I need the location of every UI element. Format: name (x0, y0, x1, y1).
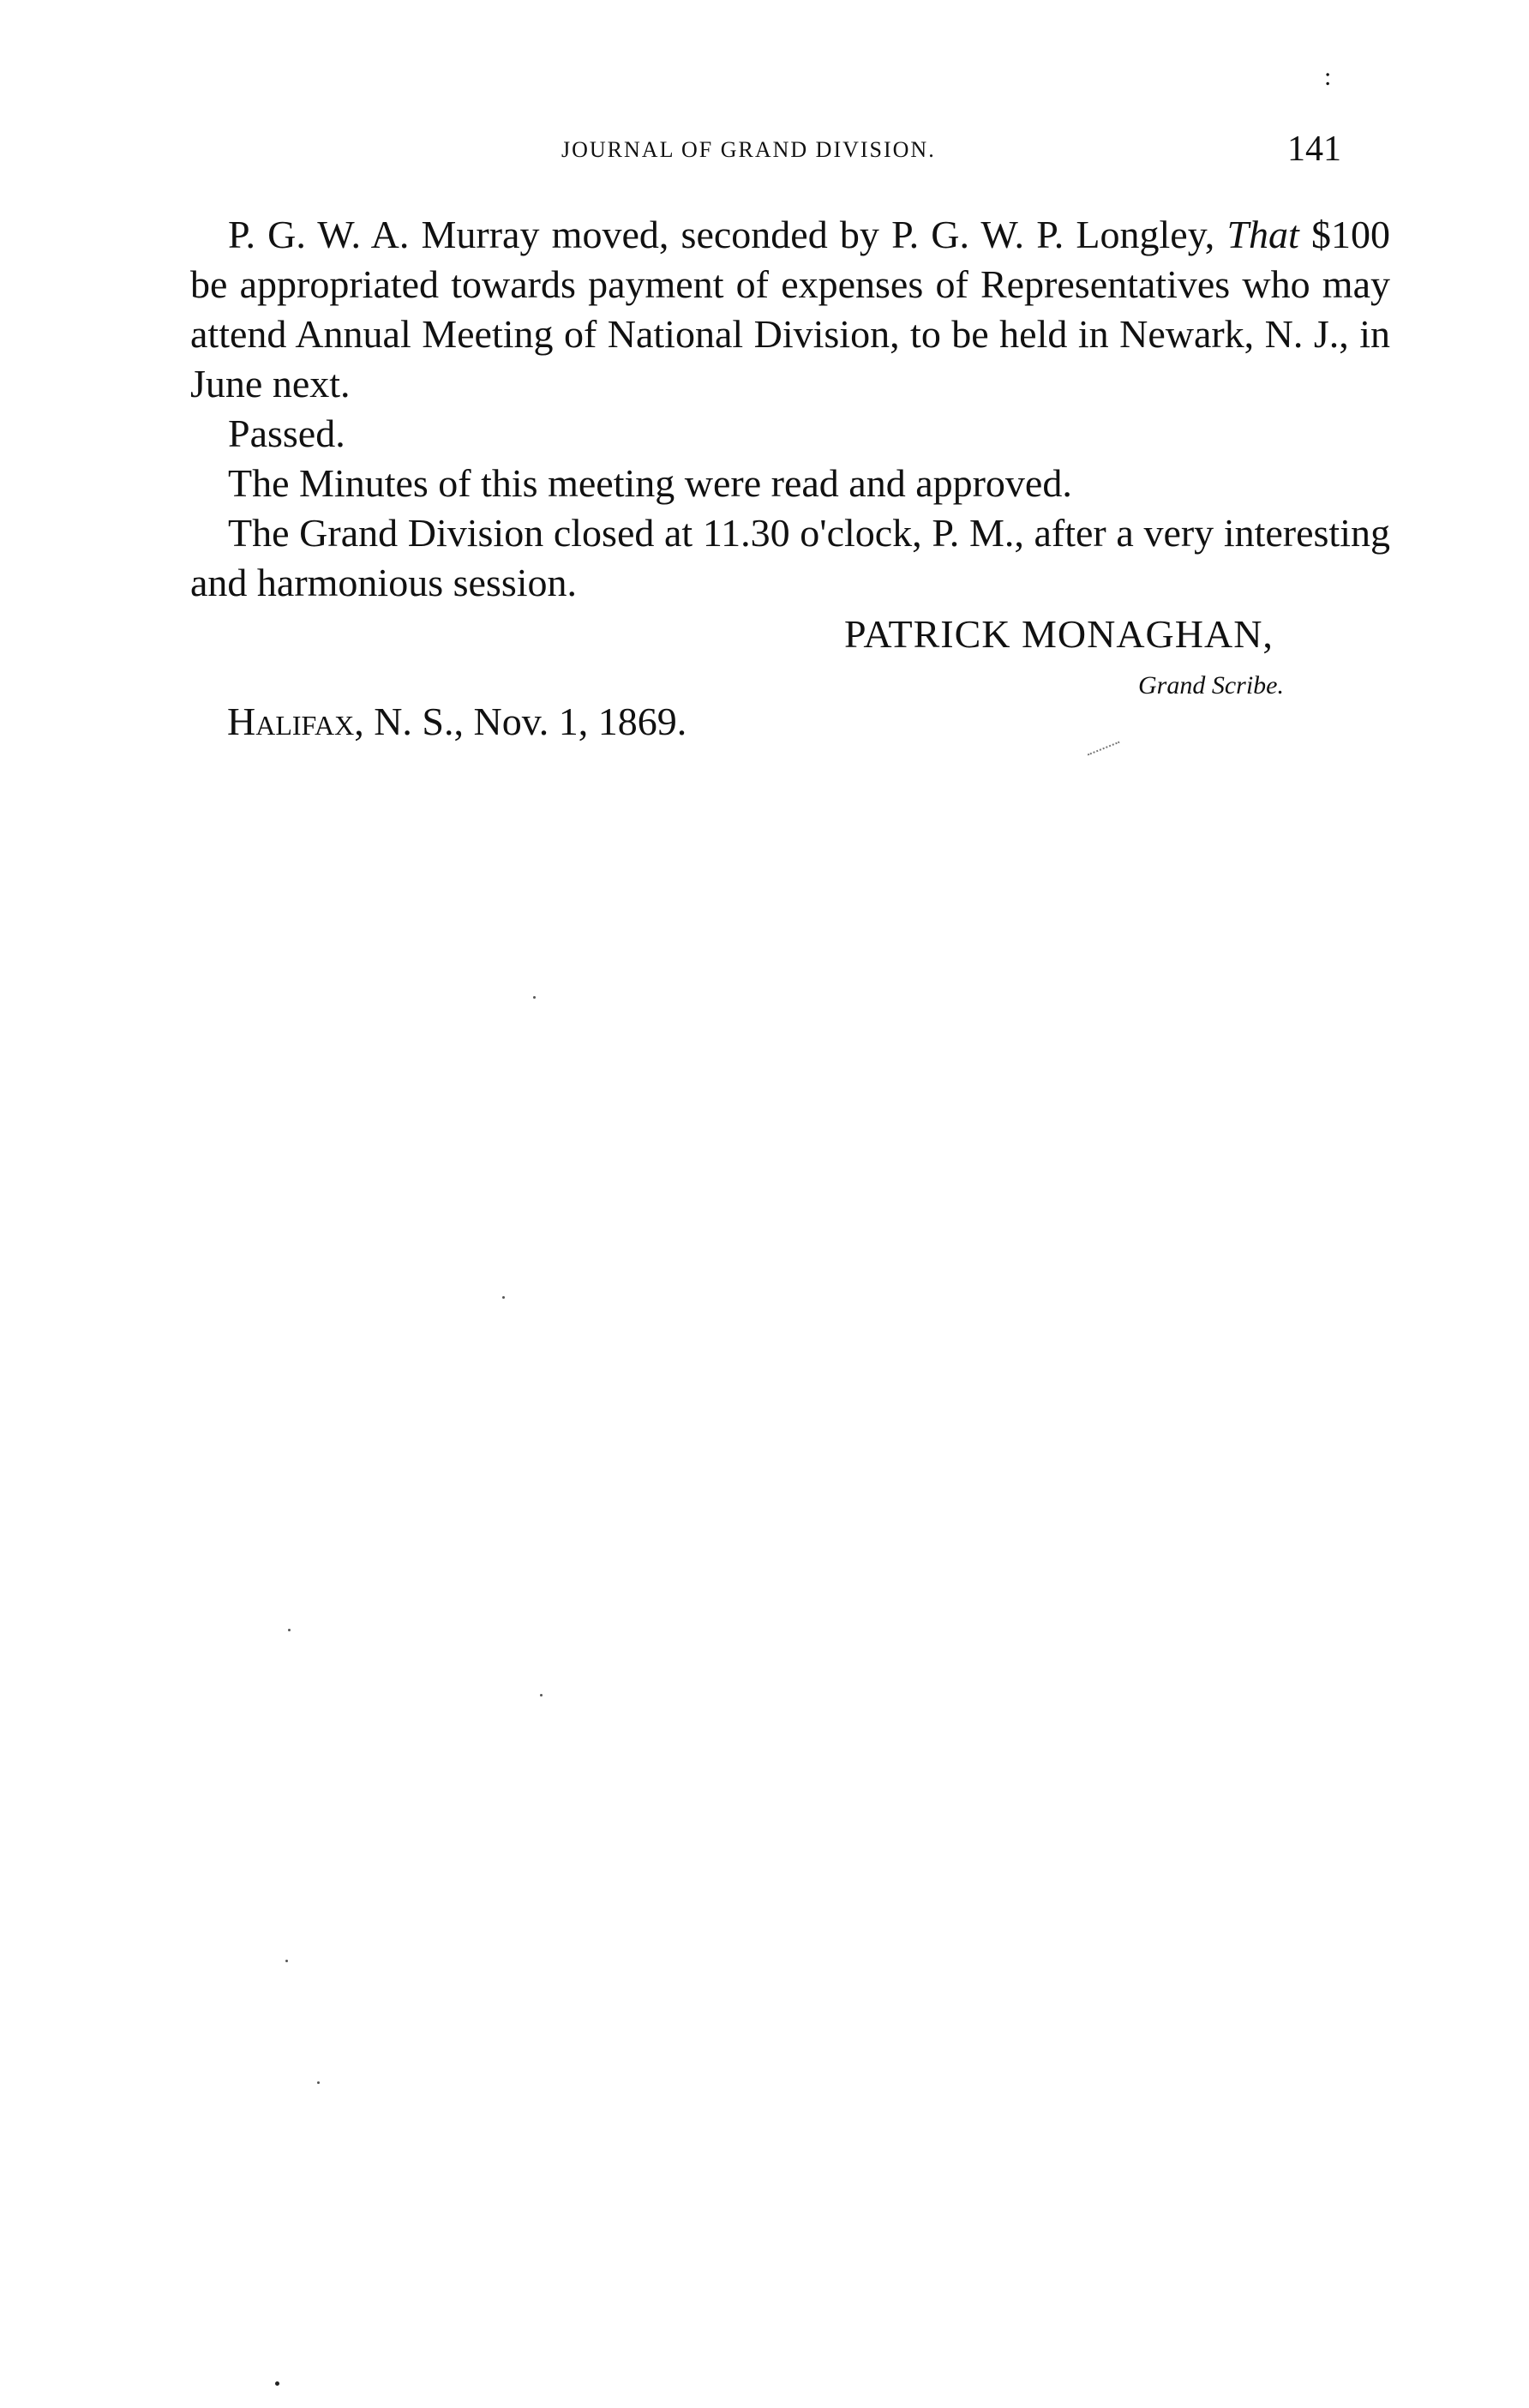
dateline-place: Halifax (227, 700, 355, 743)
paper-speck (533, 996, 536, 999)
paper-speck (502, 1296, 505, 1299)
signature-title: Grand Scribe. (1138, 671, 1284, 700)
paper-speck (288, 1629, 291, 1631)
paper-speck (540, 1694, 543, 1696)
paper-speck (285, 1960, 288, 1962)
corner-mark: : (1324, 63, 1332, 91)
motion-that: That (1226, 213, 1299, 256)
body-text (190, 210, 1390, 608)
stray-pen-mark (1088, 742, 1121, 758)
motion-rest: $100 be appropriated towards payment of expenses of Representatives who may attend Annual Meeting of National Division, to be held in Newark, N. J., in June next. (190, 213, 1391, 405)
signature-name: PATRICK MONAGHAN, (844, 612, 1274, 656)
page-number: 141 (1287, 129, 1341, 169)
running-head: JOURNAL OF GRAND DIVISION. (561, 137, 936, 162)
paragraph-minutes: The Minutes of this meeting were read and approved. (228, 461, 1072, 505)
dateline (227, 699, 687, 744)
paper-speck (317, 2081, 320, 2084)
paragraph-closing: The Grand Division closed at 11.30 o'clock, P. M., after a very interesting and harmonious session. (190, 511, 1390, 604)
dateline-rest: , N. S., Nov. 1, 1869. (354, 700, 687, 743)
paragraph-passed: Passed. (228, 411, 345, 455)
paper-speck (275, 2381, 279, 2386)
paragraph-motion (190, 210, 1390, 409)
motion-lead: P. G. W. A. Murray moved, seconded by P. G. W. P. Longley, (228, 213, 1215, 256)
